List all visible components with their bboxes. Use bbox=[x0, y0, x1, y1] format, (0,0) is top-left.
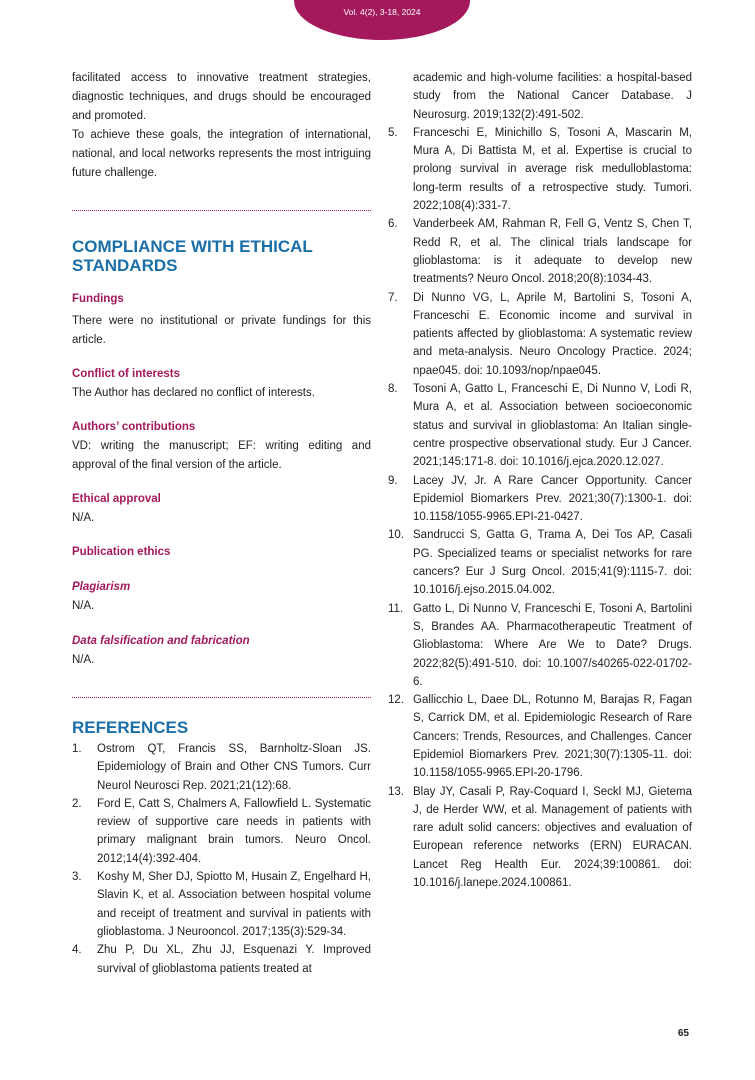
reference-item bbox=[388, 691, 692, 782]
reference-number: 4. bbox=[72, 944, 82, 957]
ethical-approval-text: N/A. bbox=[72, 512, 95, 524]
reference-number: 8. bbox=[388, 383, 398, 396]
section-divider bbox=[72, 210, 371, 211]
falsification-text: N/A. bbox=[72, 654, 95, 666]
reference-item bbox=[388, 526, 692, 599]
reference-item bbox=[72, 868, 371, 941]
reference-number: 10. bbox=[388, 529, 404, 542]
intro-paragraph-2: To achieve these goals, the integration of international, national, and local networks represents the most intriguing future challenge. bbox=[72, 129, 371, 179]
page-number: 65 bbox=[677, 1028, 689, 1039]
fundings-heading: Fundings bbox=[72, 293, 124, 305]
conflict-text: The Author has declared no conflict of interests. bbox=[72, 387, 315, 399]
reference-item bbox=[388, 215, 692, 288]
right-column bbox=[388, 69, 692, 892]
reference-text: Di Nunno VG, L, Aprile M, Bartolini S, Tosoni A, Franceschi E. Economic income and survival in patients affected by glioblastoma: A systematic review and meta-analysis. Neuro Oncology Practice. 2024; npae045. doi: 10.1093/nop/npae045. bbox=[413, 291, 692, 377]
reference-item bbox=[388, 600, 692, 691]
section-divider bbox=[72, 697, 371, 698]
reference-text: Vanderbeek AM, Rahman R, Fell G, Ventz S, Chen T, Redd R, et al. The clinical trials landscape for glioblastoma: is it adequate to develop new treatments? Neuro Oncol. 2018;20(8):1034-43. bbox=[413, 218, 692, 286]
reference-number: 5. bbox=[388, 126, 398, 139]
journal-issue-tab bbox=[294, 0, 470, 40]
reference-text: Ostrom QT, Francis SS, Barnholtz-Sloan JS. Epidemiology of Brain and Other CNS Tumors. Curr Neurol Neurosci Rep. 2021;21(12):68. bbox=[97, 743, 371, 792]
references-title: REFERENCES bbox=[72, 718, 189, 737]
plagiarism-heading: Plagiarism bbox=[72, 581, 131, 593]
reference-item bbox=[388, 472, 692, 527]
reference-item bbox=[72, 740, 371, 795]
reference-item bbox=[388, 783, 692, 893]
reference-number: 6. bbox=[388, 218, 398, 231]
ethical-approval-heading: Ethical approval bbox=[72, 493, 161, 505]
reference-item bbox=[388, 124, 692, 215]
reference-number: 12. bbox=[388, 694, 404, 707]
left-column bbox=[72, 69, 371, 978]
reference-item bbox=[388, 289, 692, 380]
reference-number: 2. bbox=[72, 797, 82, 810]
reference-number: 7. bbox=[388, 291, 398, 304]
reference-item bbox=[72, 941, 371, 978]
intro-paragraph-1: facilitated access to innovative treatment strategies, diagnostic techniques, and drugs should be encouraged and promoted. bbox=[72, 72, 371, 122]
reference-list-left bbox=[72, 740, 371, 978]
reference-number: 11. bbox=[388, 602, 404, 615]
falsification-heading: Data falsification and fabrication bbox=[72, 635, 250, 647]
issue-label: Vol. 4(2), 3-18, 2024 bbox=[343, 7, 421, 17]
reference-text: Gallicchio L, Daee DL, Rotunno M, Barajas R, Fagan S, Carrick DM, et al. Epidemiologic Research of Rare Cancers: Trends, Resources, and Challenges. Cancer Epidemiol Biomarkers Prev. 2021;30(7):1305-11. doi: 10.1158/1055-9965.EPI-20-1796. bbox=[413, 694, 692, 780]
reference-text: Tosoni A, Gatto L, Franceschi E, Di Nunno V, Lodi R, Mura A, et al. Association between socioeconomic status and survival in glioblastoma: An Italian single-centre prospective observational study. Eur J Cancer. 2021;145:171-8. doi: 10.1016/j.ejca.2020.12.027. bbox=[413, 383, 692, 469]
plagiarism-text: N/A. bbox=[72, 600, 95, 612]
reference-number: 1. bbox=[72, 743, 82, 755]
authors-heading: Authors’ contributions bbox=[72, 421, 196, 433]
reference-continuation bbox=[388, 69, 692, 124]
reference-text: Ford E, Catt S, Chalmers A, Fallowfield L. Systematic review of supportive care needs in patients with primary malignant brain tumors. Neuro Oncol. 2012;14(4):392-404. bbox=[97, 797, 371, 865]
reference-text: Sandrucci S, Gatta G, Trama A, Dei Tos AP, Casali PG. Specialized teams or specialist networks for rare cancers? Eur J Surg Oncol. 2015;41(9):1115-7. doi: 10.1016/j.ejso.2015.04.002. bbox=[413, 529, 692, 597]
reference-text: academic and high-volume facilities: a hospital-based study from the National Cancer Database. J Neurosurg. 2019;132(2):491-502. bbox=[413, 72, 692, 121]
reference-text: Koshy M, Sher DJ, Spiotto M, Husain Z, Engelhard H, Slavin K, et al. Association between hospital volume and receipt of treatment and survival in patients with glioblastoma. J Neurooncol. 2017;135(3):529-34. bbox=[97, 871, 371, 938]
publication-ethics-heading: Publication ethics bbox=[72, 546, 171, 558]
reference-text: Blay JY, Casali P, Ray-Coquard I, Seckl MJ, Gietema J, de Herder WW, et al. Management of patients with rare adult solid cancers: objectives and evaluation of European reference networks (ERN) EURACAN. Lancet Reg Health Eur. 2024;39:100861. doi: 10.1016/j.lanepe.2024.100861. bbox=[413, 785, 692, 890]
compliance-title: COMPLIANCE WITH ETHICAL STANDARDS bbox=[72, 237, 313, 275]
fundings-text: There were no institutional or private fundings for this article. bbox=[72, 315, 371, 346]
reference-item bbox=[72, 795, 371, 868]
reference-number: 13. bbox=[388, 785, 404, 798]
conflict-heading: Conflict of interests bbox=[72, 368, 180, 380]
reference-text: Gatto L, Di Nunno V, Franceschi E, Tosoni A, Bartolini S, Brandes AA. Pharmacotherapeutic Treatment of Glioblastoma: Where Are We to Date? Drugs. 2022;82(5):491-510. doi: 10.1007/s40265-022-01702-6. bbox=[413, 602, 692, 688]
reference-text: Zhu P, Du XL, Zhu JJ, Esquenazi Y. Improved survival of glioblastoma patients treated at bbox=[97, 944, 371, 975]
reference-number: 9. bbox=[388, 474, 398, 487]
reference-item bbox=[388, 380, 692, 471]
reference-text: Franceschi E, Minichillo S, Tosoni A, Mascarin M, Mura A, Di Battista M, et al. Expertise is crucial to prolong survival in average risk medulloblastoma: long-term results of a retrospective study. Tumori. 2022;108(4):331-7. bbox=[413, 126, 692, 213]
authors-text: VD: writing the manuscript; EF: writing editing and approval of the final version of the article. bbox=[72, 440, 371, 471]
reference-text: Lacey JV, Jr. A Rare Cancer Opportunity. Cancer Epidemiol Biomarkers Prev. 2021;30(7):1300-1. doi: 10.1158/1055-9965.EPI-21-0427. bbox=[413, 474, 692, 524]
reference-number: 3. bbox=[72, 871, 82, 884]
